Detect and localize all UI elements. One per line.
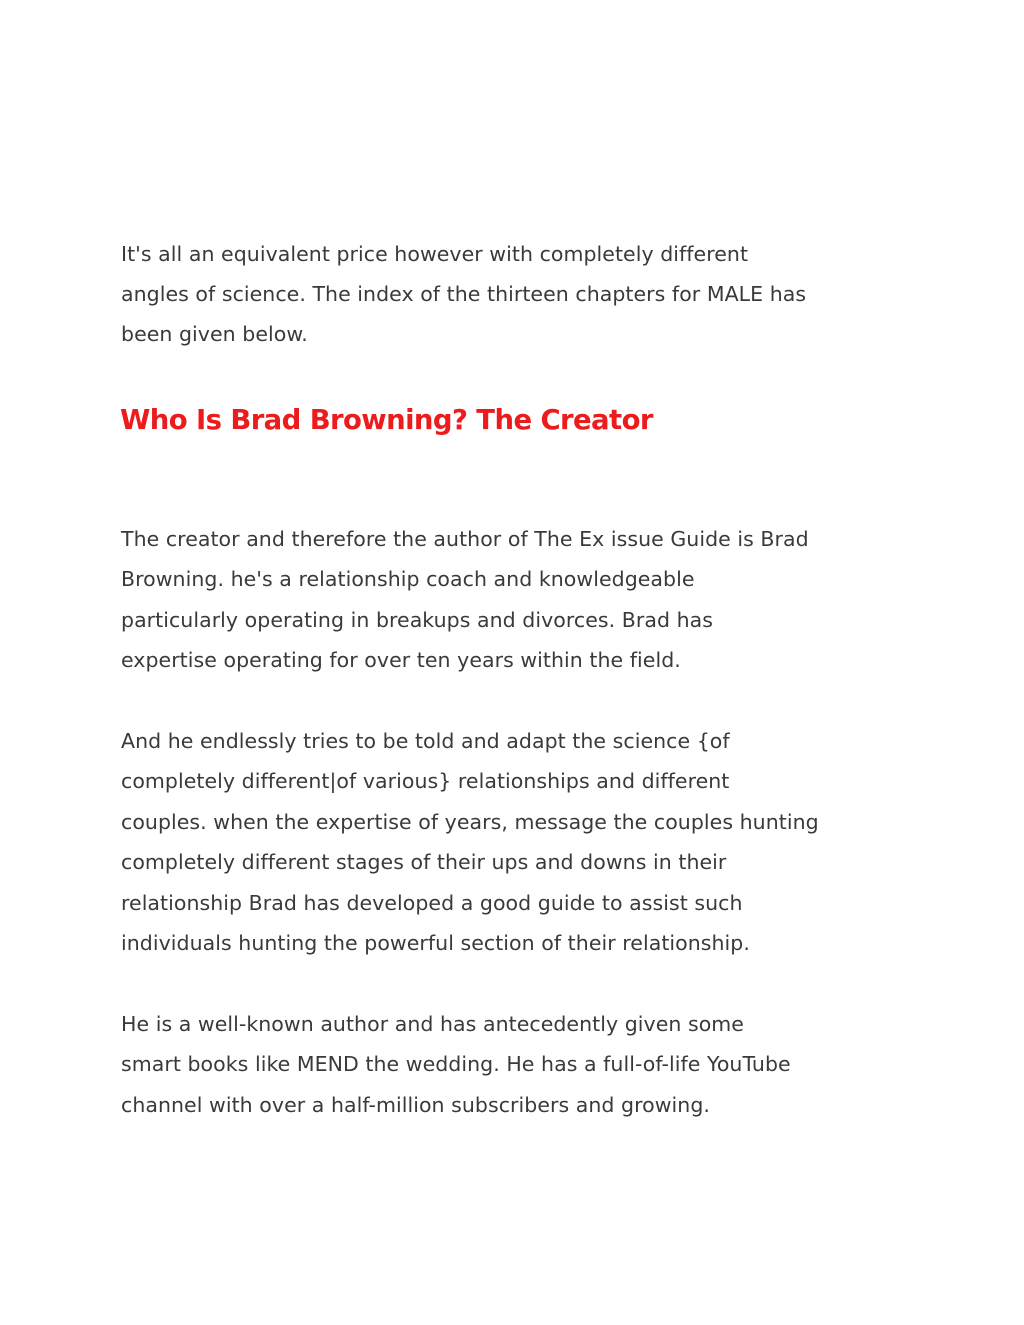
paragraph-line: expertise operating for over ten years within the field. xyxy=(121,648,681,672)
paragraph-line: smart books like MEND the wedding. He has a full-of-life YouTube xyxy=(121,1052,791,1076)
section-heading: Who Is Brad Browning? The Creator xyxy=(120,404,653,436)
paragraph-line: And he endlessly tries to be told and adapt the science {of xyxy=(121,729,730,753)
paragraph-line: channel with over a half-million subscribers and growing. xyxy=(121,1093,710,1117)
paragraph-line: completely different stages of their ups and downs in their xyxy=(121,850,727,874)
paragraph-line: He is a well-known author and has antecedently given some xyxy=(121,1012,744,1036)
paragraph-line: completely different|of various} relationships and different xyxy=(121,769,730,793)
paragraph-line: Browning. he's a relationship coach and knowledgeable xyxy=(121,567,695,591)
paragraph-line: The creator and therefore the author of The Ex issue Guide is Brad xyxy=(121,527,809,551)
paragraph-line: relationship Brad has developed a good guide to assist such xyxy=(121,891,743,915)
intro-line: been given below. xyxy=(121,322,308,346)
paragraph-line: couples. when the expertise of years, message the couples hunting xyxy=(121,810,819,834)
intro-line: angles of science. The index of the thirteen chapters for MALE has xyxy=(121,282,807,306)
paragraph-line: individuals hunting the powerful section of their relationship. xyxy=(121,931,750,955)
paragraph-line: particularly operating in breakups and divorces. Brad has xyxy=(121,608,713,632)
intro-line: It's all an equivalent price however with completely different xyxy=(121,242,749,266)
